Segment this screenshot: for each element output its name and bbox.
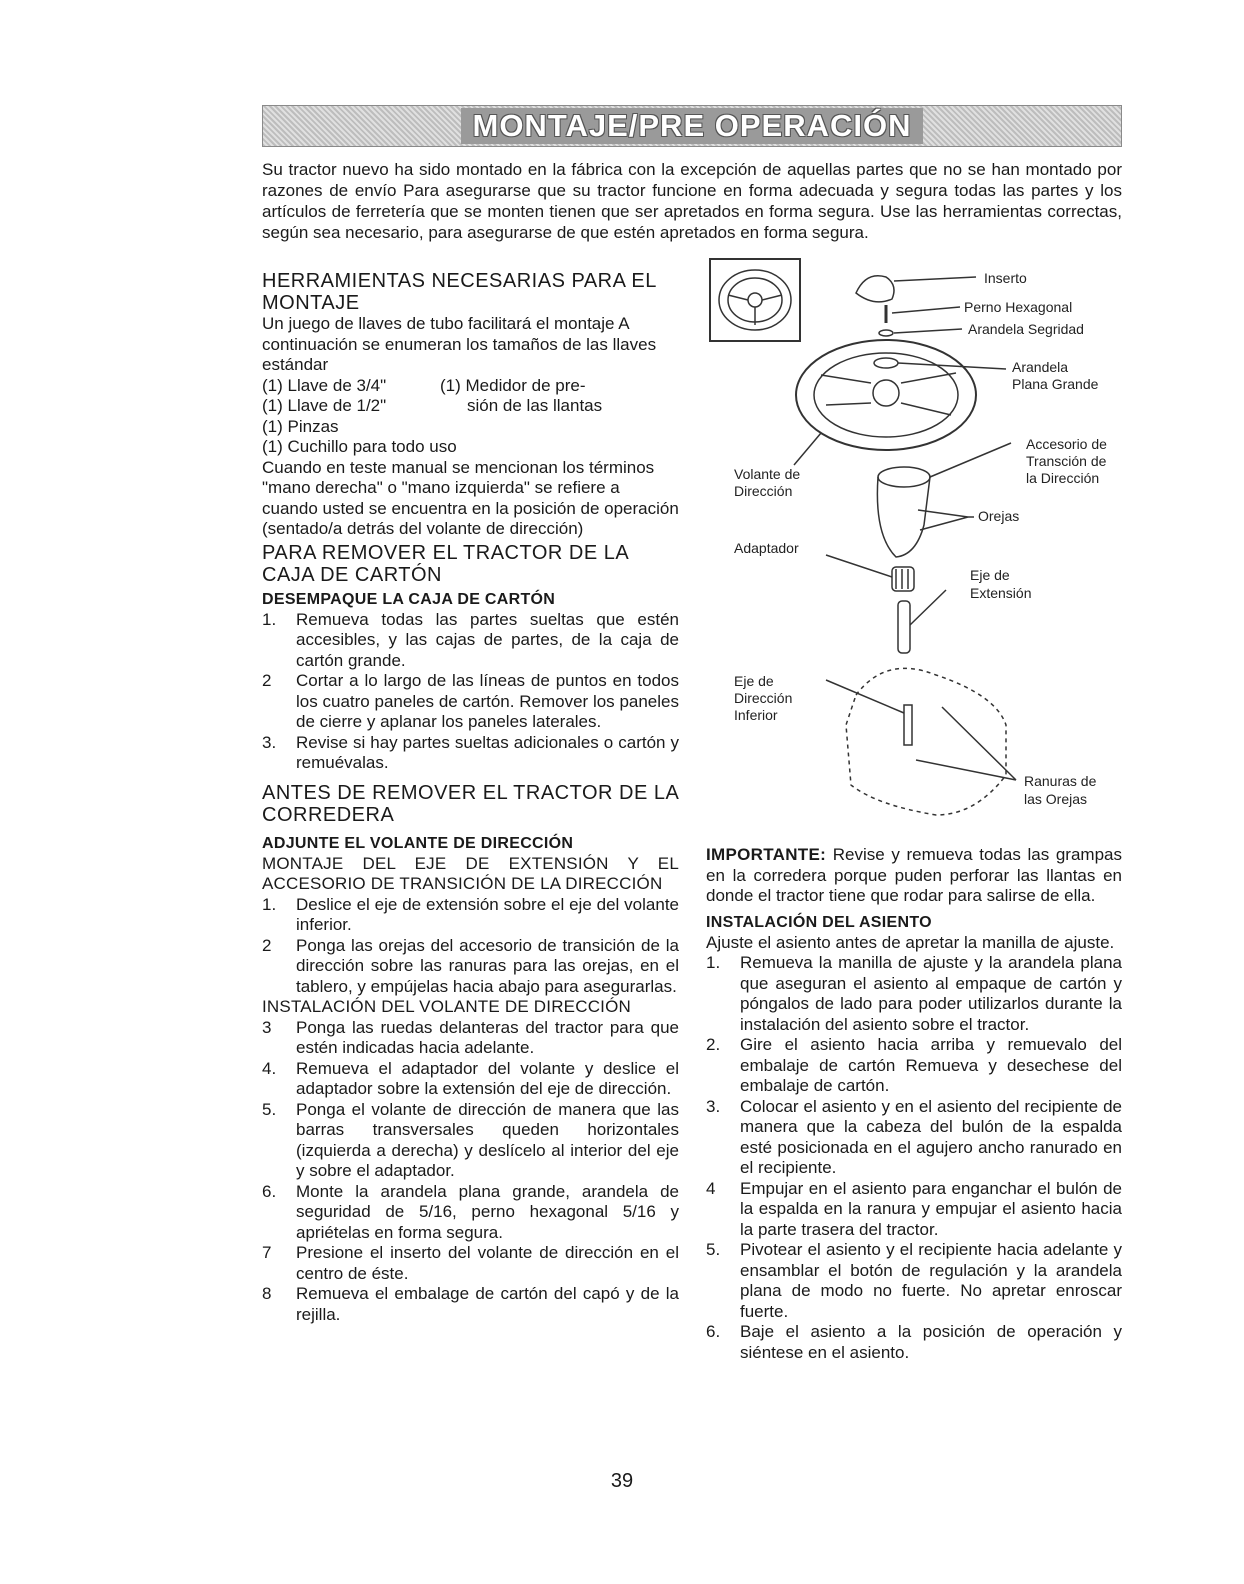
important-note [706,845,1122,907]
lower-shaft [904,705,912,745]
label-adapter: Adaptador [734,540,799,556]
list-item: 3. Colocar el asiento y en el asiento del recipiente de manera que la cabeza del bulón de la espalda esté posicionada en el agujero ancho ranurado en el recipiente. [706,1096,1122,1177]
transition-accessory [878,467,930,487]
list-item: 5. Pivotear el asiento y el recipiente hacia adelante y ensamblar el botón de regulación y la arandela plana de modo no fuerte. No apretar enroscar fuerte. [706,1240,1122,1321]
right-column [706,845,1122,1363]
steering-diagram [706,255,1122,845]
inset-box [710,259,800,341]
label-ears: Orejas [978,508,1020,524]
page-number: 39 [610,1470,634,1492]
insert-part [856,276,894,302]
tools-list [262,376,679,458]
important-label: IMPORTANTE: [706,845,827,864]
steering-wheel-part [796,340,976,450]
tools-intro: Un juego de llaves de tubo facilitará el montaje A continuación se enumeran los tamaños de las llaves estándar [262,314,657,374]
list-item: 6. Baje el asiento a la posición de operación y siéntese en el asiento. [706,1322,1122,1362]
list-item: 1. Deslice el eje de extensión sobre el eje del volante inferior. [262,894,679,934]
skid-subheading: ADJUNTE EL VOLANTE DE DIRECCIÓN [262,834,574,852]
extension-shaft [898,601,910,653]
seat-intro: Ajuste el asiento antes de apretar la manilla de ajuste. [706,932,1115,952]
label-wheel-1: Volante de [734,466,801,482]
label-wheel-2: Dirección [734,483,793,499]
list-item: 3. Revise si hay partes sueltas adicionales o cartón y remuévalas. [262,732,679,772]
hand-note: Cuando en teste manual se mencionan los términos "mano derecha" o "mano izquierda" se refiere a cuando usted se encuentra en la posición de operación (sentado/a detrás del volante de dirección) [262,457,679,538]
list-item: 8 Remueva el embalage de cartón del capó y de la rejilla. [262,1284,679,1324]
list-item: 5. Ponga el volante de dirección de manera que las barras transversales queden horizontales (izquierda a derecha) y deslícelo al interior del eje y sobre el adaptador. [262,1099,679,1180]
section-banner [262,105,1122,147]
label-lower-shaft-1: Eje de [734,673,774,689]
intro-paragraph: Su tractor nuevo ha sido montado en la fábrica con la excepción de aquellas partes que no se han montado por razones de envío Para asegurarse que su tractor funcione en forma adecuada y segura todas las partes y los artículos de ferretería que se monten tienen que ser apretados en forma segura. Use las herramientas correctas, según sea necesario, para asegurarse de que estén apretados en forma segura. [262,160,1122,242]
seat-heading: INSTALACIÓN DEL ASIENTO [706,913,932,931]
list-item: 1. Remueva todas las partes sueltas que estén accesibles, y las cajas de partes, de la caja de cartón grande. [262,609,679,670]
tool-item [440,417,679,438]
tool-item: (1) Cuchillo para todo uso [262,437,457,456]
extension-subheading: MONTAJE DEL EJE DE EXTENSIÓN Y EL ACCESORIO DE TRANSICIÓN DE LA DIRECCIÓN [262,853,679,893]
list-item: 2 Ponga las orejas del accesorio de transición de la dirección sobre las ranuras para las orejas, en el tablero, y empújelas hacia abajo para asegurarlas. [262,935,679,996]
carton-heading: PARA REMOVER EL TRACTOR DE LA CAJA DE CARTÓN [262,541,629,586]
tool-item: (1) Medidor de pre- [440,375,586,395]
list-item: 6. Monte la arandela plana grande, arandela de seguridad de 5/16, perno hexagonal 5/16 y apriételas en forma segura. [262,1181,679,1242]
dashboard-outline [846,668,1006,815]
tools-heading: HERRAMIENTAS NECESARIAS PARA EL MONTAJE [262,270,657,314]
page-title: MONTAJE/PRE OPERACIÓN [461,108,924,144]
list-item: 4. Remueva el adaptador del volante y deslice el adaptador sobre la extensión del eje de dirección. [262,1058,679,1098]
label-hex-bolt: Perno Hexagonal [964,299,1073,315]
extension-steps [262,895,679,998]
list-item: 4 Empujar en el asiento para enganchar el bulón de la espalda en la ranura y empujar el asiento hacia la parte trasera del tractor. [706,1178,1122,1239]
label-accessory-1: Accesorio de [1026,436,1107,452]
label-extension-1: Eje de [970,567,1010,583]
label-lower-shaft-2: Dirección [734,690,793,706]
important-text: Revise y remueva todas las grampas en la corredera porque puden perforar las llantas en donde el tractor tiene que rodar para salirse de ella. [706,845,1122,905]
label-slots-2: las Orejas [1024,791,1088,807]
label-extension-2: Extensión [970,585,1032,601]
left-column [262,268,679,1325]
label-lower-shaft-3: Inferior [734,707,778,723]
label-washer-1: Arandela [1012,359,1069,375]
wheel-install-steps [262,1018,679,1326]
list-item: 7 Presione el inserto del volante de dirección en el centro de éste. [262,1243,679,1283]
label-accessory-2: Transción de [1026,453,1107,469]
list-item: 2 Cortar a lo largo de las líneas de puntos en todos los cuatro paneles de cartón. Remover los paneles de cierre y aplanar los paneles laterales. [262,671,679,731]
list-item: 2. Gire el asiento hacia arriba y remuevalo del embalaje de cartón Remueva y desechese del embalaje de cartón. [706,1035,1122,1095]
carton-steps [262,610,679,774]
tool-item: (1) Llave de 3/4" [262,375,387,395]
tool-item: (1) Pinzas [262,416,339,436]
carton-subheading: DESEMPAQUE LA CAJA DE CARTÓN [262,590,556,608]
label-insert: Inserto [984,270,1027,286]
lock-washer [879,330,893,336]
label-slots-1: Ranuras de [1024,773,1097,789]
tool-item: (1) Llave de 1/2" [262,396,387,415]
list-item: 3 Ponga las ruedas delanteras del tractor para que estén indicadas hacia adelante. [262,1017,679,1057]
wheel-install-subheading: INSTALACIÓN DEL VOLANTE DE DIRECCIÓN [262,997,631,1016]
label-washer-2: Plana Grande [1012,376,1099,392]
seat-steps [706,953,1122,1363]
label-accessory-3: la Dirección [1026,470,1100,486]
tool-item: sión de las llantas [467,396,603,415]
skid-heading: ANTES DE REMOVER EL TRACTOR DE LA CORREDERA [262,781,679,826]
label-lock-washer: Arandela Segridad [968,321,1084,337]
list-item: 1. Remueva la manilla de ajuste y la arandela plana que aseguran el asiento al empaque de cartón y póngalos de lado para poder utilizarlos durante la instalación del asiento sobre el tractor. [706,953,1122,1034]
large-flat-washer [874,358,898,368]
